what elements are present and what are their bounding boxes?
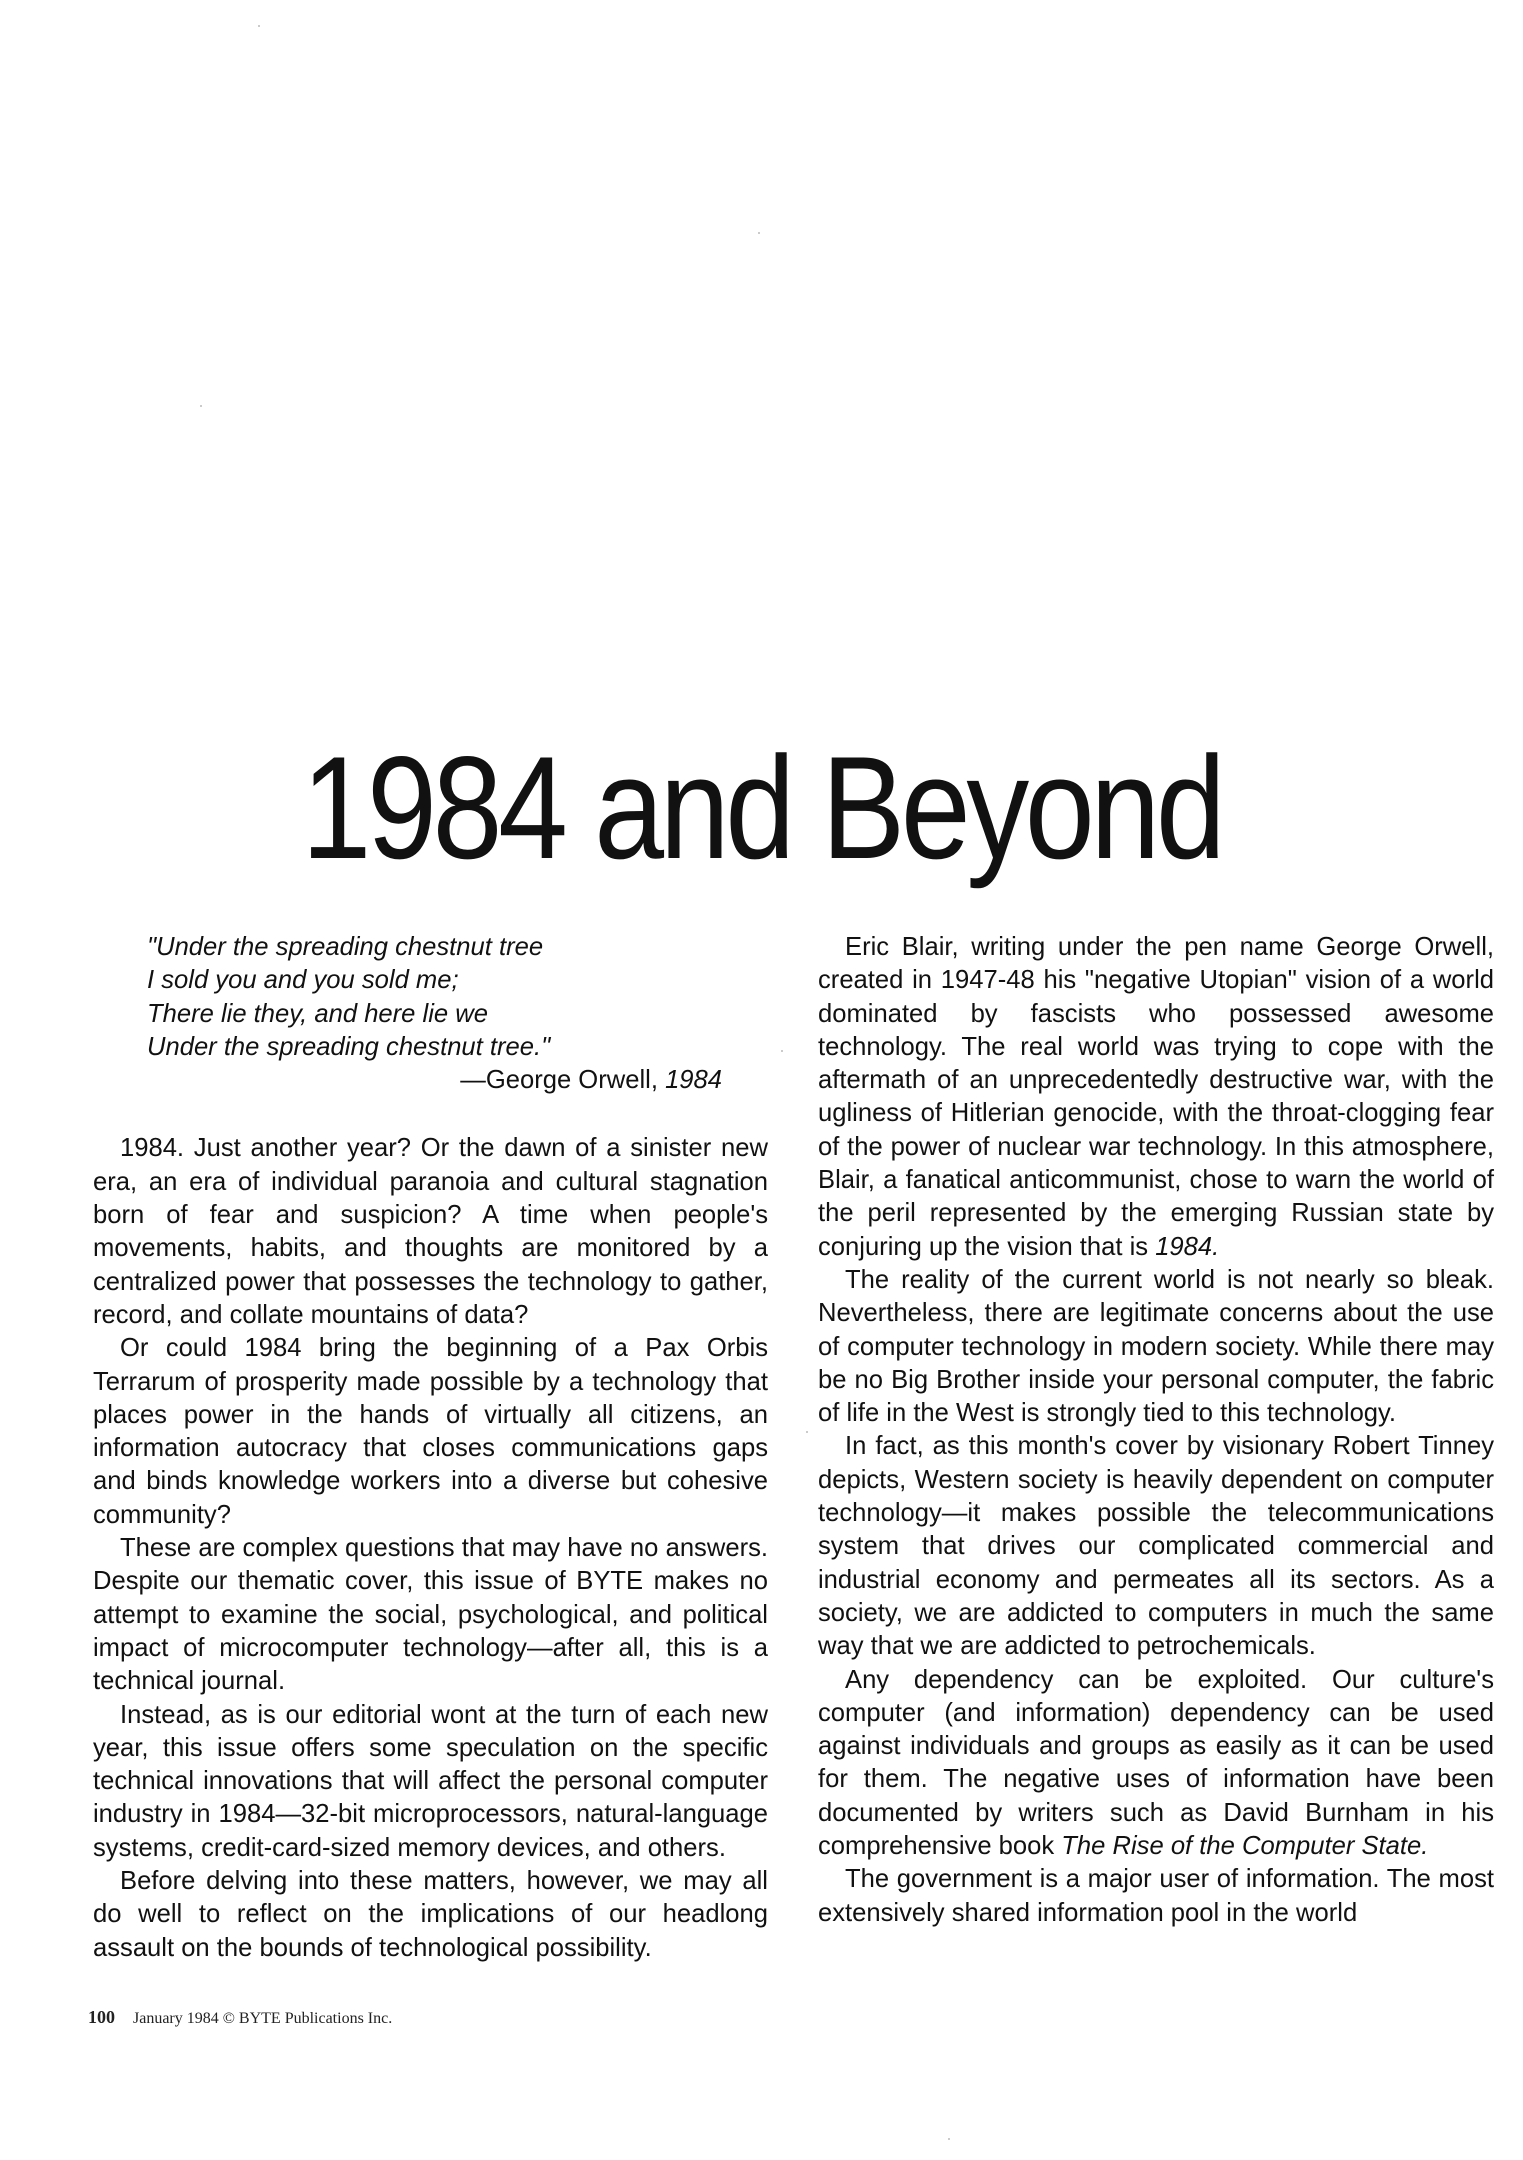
article-title: 1984 and Beyond — [301, 726, 1222, 889]
print-speck — [781, 1050, 783, 1052]
epigraph-line: "Under the spreading chestnut tree — [147, 933, 544, 961]
body-paragraph: The reality of the current world is not nearly so bleak. Nevertheless, there are legitimate concerns about the use of computer technology in modern society. While there may be no Big Brother inside your personal computer, the fabric of life in the West is strongly tied to this technology. — [818, 1265, 1494, 1428]
book-title: The Rise of the Computer State. — [1061, 1832, 1429, 1861]
print-speck — [806, 1431, 808, 1433]
paragraph-text: Eric Blair, writing under the pen name George Orwell, created in 1947-48 his "negative Utopian" vision of a world dominated by fascists who possessed awesome technology. The real world was trying to cope with the aftermath of an unprecedentedly destructive war, with the ugliness of Hitlerian genocide, with the throat-clogging fear of the power of nuclear war technology. In this atmosphere, Blair, a fanatical anticommunist, chose to warn the world of the peril represented by the emerging Russian state by conjuring up the vision that is — [818, 933, 1494, 1261]
body-paragraph: 1984. Just another year? Or the dawn of a sinister new era, an era of individual paranoia and cultural stagnation born of fear and suspicion? A time when people's movements, habits, and thoughts are monitored by a centralized power that possesses the technology to gather, record, and collate mountains of data? — [93, 1134, 768, 1329]
body-paragraph: These are complex questions that may have no answers. Despite our thematic cover, this issue of BYTE makes no attempt to examine the social, psychological, and political impact of microcomputer technology—after all, this is a technical journal. — [93, 1534, 768, 1696]
paragraph-italic: 1984. — [1155, 1232, 1220, 1261]
epigraph-line: Under the spreading chestnut tree." — [147, 1032, 551, 1061]
body-paragraph: The government is a major user of information. The most extensively shared information pool in the world — [818, 1865, 1494, 1927]
print-speck — [948, 2138, 950, 2140]
paragraph-text: Any dependency can be exploited. Our culture's computer (and information) dependency can be used against individuals and groups as easily as it can be used for them. The negative uses of information have been documented by writers such as David Burnham in his comprehensive book — [818, 1665, 1494, 1861]
left-column — [93, 931, 768, 1965]
body-paragraph: In fact, as this month's cover by visionary Robert Tinney depicts, Western society is heavily dependent on computer technology—it makes possible the telecommunications system that drives our complicated commercial and industrial economy and permeates all its sectors. As a society, we are addicted to computers in much the same way that we are addicted to petrochemicals. — [818, 1432, 1494, 1661]
epigraph-line: I sold you and you sold me; — [147, 966, 459, 995]
attribution-author: —George Orwell, — [460, 1066, 658, 1095]
body-paragraph: Before delving into these matters, however, we may all do well to reflect on the implications of our headlong assault on the bounds of technological possibility. — [93, 1867, 768, 1962]
print-speck — [258, 25, 260, 27]
footer-credit: January 1984 © BYTE Publications Inc. — [133, 2010, 393, 2027]
body-paragraph — [818, 1664, 1494, 1864]
body-paragraph — [818, 931, 1494, 1264]
page-number: 100 — [88, 2007, 115, 2027]
page-footer — [88, 2007, 392, 2028]
attribution-work: 1984 — [665, 1066, 722, 1095]
print-speck — [200, 405, 202, 407]
epigraph-attribution — [93, 1064, 768, 1097]
right-column — [818, 931, 1494, 1930]
body-paragraph: Instead, as is our editorial wont at the turn of each new year, this issue offers some speculation on the specific technical innovations that will affect the personal computer industry in 1984—32-bit microprocessors, natural-language systems, credit-card-sized memory devices, and others. — [93, 1700, 768, 1862]
epigraph — [147, 931, 768, 1064]
print-speck — [758, 232, 760, 234]
body-paragraph: Or could 1984 bring the beginning of a Pax Orbis Terrarum of prosperity made possible by a technology that places power in the hands of virtually all citizens, an information autocracy that closes communications gaps and binds knowledge workers into a diverse but cohesive community? — [93, 1334, 768, 1529]
epigraph-line: There lie they, and here lie we — [147, 999, 488, 1028]
